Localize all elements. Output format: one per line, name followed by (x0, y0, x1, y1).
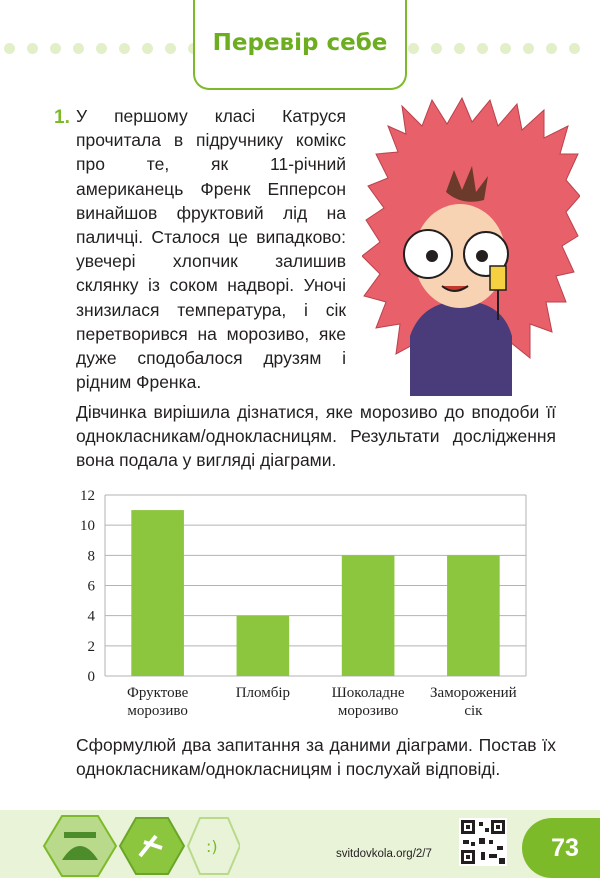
qr-code-icon[interactable] (459, 818, 507, 866)
x-category-label: Заморожений сік (430, 685, 517, 719)
y-tick-label: 2 (87, 638, 95, 655)
chart-x-category-labels (127, 685, 517, 719)
bar-1 (131, 510, 184, 676)
intro-text: Дівчинка вирішила дізнатися, яке морозиво до вподоби її однокласникам/однокласницям. Результати дослідження вона подала у вигляді діаграми. (76, 402, 556, 471)
page-title: Перевір себе (212, 30, 388, 56)
title-tab (193, 0, 407, 90)
footer-hexagon-icons (40, 808, 240, 878)
chart-y-tick-labels (80, 488, 96, 685)
svg-text::): :) (206, 837, 218, 856)
task-number: 1. (54, 107, 70, 128)
outro-text: Сформулюй два запитання за даними діаграми. Постав їх однокласникам/однокласницям і послухай відповіді. (76, 735, 556, 780)
y-tick-label: 10 (80, 518, 95, 535)
header-dots-right (408, 43, 580, 55)
x-category-label: Шоколадне морозиво (331, 685, 405, 719)
ice-cream-bar-chart (60, 483, 540, 728)
chart-bars (131, 510, 499, 676)
task-text: У першому класі Катруся прочитала в підручнику комікс про те, як 11-річний американець Френк Епперсон винайшов фруктовий лід на паличці. Сталося це випадково: увечері хлопчик залишив склянку із соком надворі. Уночі знизилася температура, і сік перетворився на морозиво, яке дуже сподобалося друзям і рідним Френка. (76, 106, 346, 393)
x-category-label: Пломбір (235, 685, 291, 701)
bar-4 (447, 555, 500, 676)
page-number-badge (522, 818, 600, 878)
y-tick-label: 0 (87, 669, 95, 685)
footer-url[interactable]: svitdovkola.org/2/7 (336, 848, 432, 860)
y-tick-label: 4 (87, 608, 95, 625)
y-tick-label: 12 (80, 488, 95, 504)
x-category-label: Фруктове морозиво (126, 685, 189, 719)
y-tick-label: 8 (87, 548, 95, 565)
page-number: 73 (551, 834, 579, 862)
comic-boy-illustration (362, 96, 580, 396)
bar-3 (342, 555, 395, 676)
y-tick-label: 6 (87, 578, 95, 595)
bar-2 (237, 616, 290, 676)
